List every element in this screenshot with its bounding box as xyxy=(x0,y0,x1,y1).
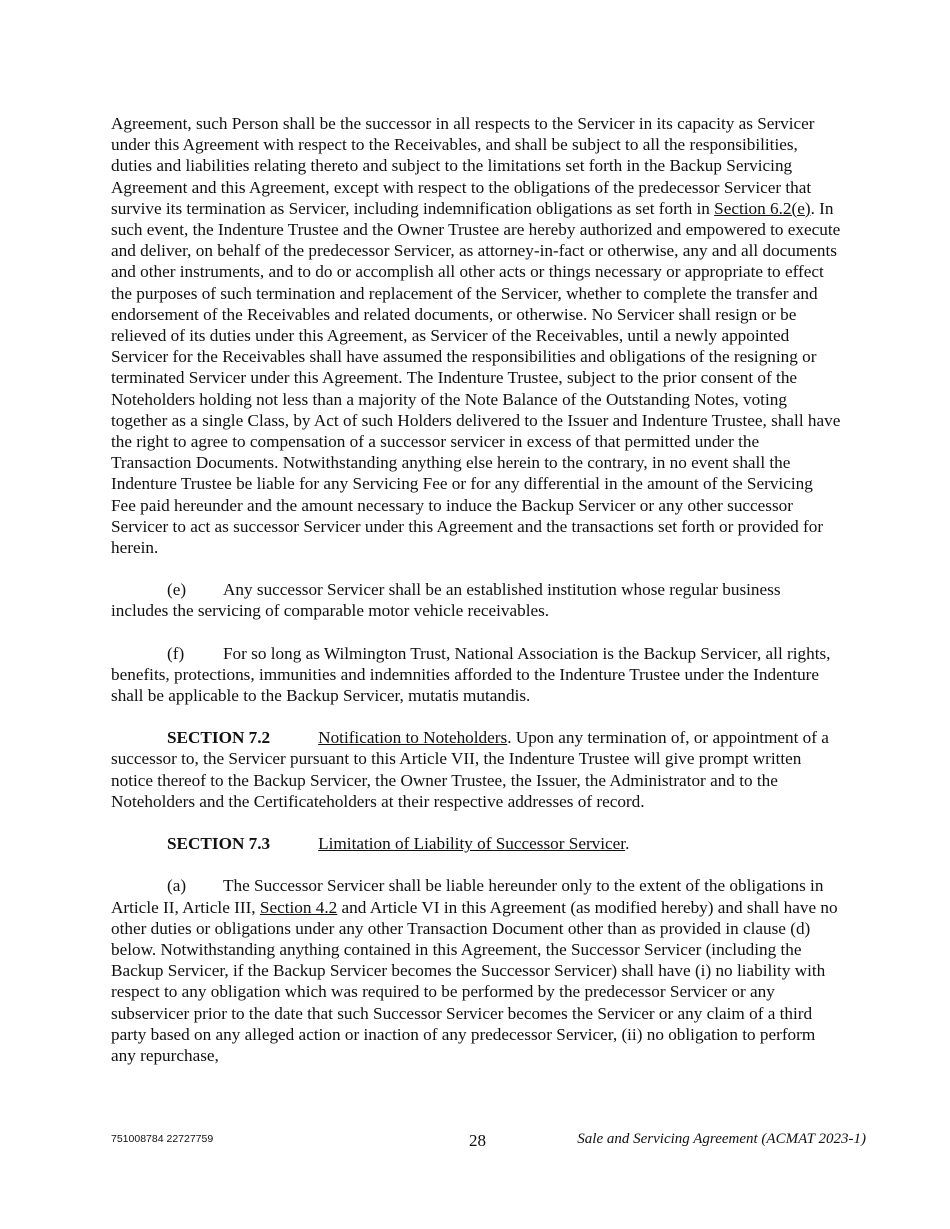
paragraph-continuation xyxy=(111,113,841,558)
footer-document-id: 751008784 22727759 xyxy=(111,1133,214,1145)
page-number: 28 xyxy=(469,1131,486,1150)
clause-a-text-1: The Successor Servicer shall be liable hereunder only to the extent of the obligations in Article II, Article III, xyxy=(111,876,824,917)
clause-f-label: (f) xyxy=(167,643,185,663)
section-6-2-e-reference: Section 6.2(e) xyxy=(714,198,811,218)
footer-document-title: Sale and Servicing Agreement (ACMAT 2023-1) xyxy=(577,1131,866,1147)
paragraph-1-rest: . In such event, the Indenture Trustee and the Owner Trustee are hereby authorized and empowered to execute and deliver, on behalf of the predecessor Servicer, as attorney-in-fact or otherwise, any and all documents and other instruments, and to do or accomplish all other acts or things necessary or appropriate to effect the purposes of such termination and replacement of the Servicer, whether to complete the transfer and endorsement of the Receivables and related documents, or otherwise. No Servicer shall resign or be relieved of its duties under this Agreement, as Servicer of the Receivables, until a newly appointed Servicer for the Receivables shall have assumed the responsibilities and obligations of the resigning or terminated Servicer under this Agreement. The Indenture Trustee, subject to the prior consent of the Noteholders holding not less than a majority of the Note Balance of the Outstanding Notes, voting together as a single Class, by Act of such Holders delivered to the Issuer and Indenture Trustee, shall have the right to agree to compensation of a successor servicer in excess of that permitted under the Transaction Documents. Notwithstanding anything else herein to the contrary, in no event shall the Indenture Trustee be liable for any Servicing Fee or for any differential in the amount of the Servicing Fee paid hereunder and the amount necessary to induce the Backup Servicer or any other successor Servicer to act as successor Servicer under this Agreement and the transactions set forth or provided for herein. xyxy=(111,198,841,558)
clause-a-text-2: and Article VI in this Agreement (as modified hereby) and shall have no other duties or obligations under any other Transaction Document other than as provided in clause (d) below. Notwithstanding anything contained in this Agreement, the Successor Servicer (including the Backup Servicer, if the Backup Servicer becomes the Successor Servicer) shall have (i) no liability with respect to any obligation which was required to be performed by the predecessor Servicer or any subservicer prior to the date that such Successor Servicer becomes the Servicer or any claim of a third party based on any alleged action or inaction of any predecessor Servicer, (ii) no obligation to perform any repurchase, xyxy=(111,897,838,1065)
section-7-3 xyxy=(111,833,841,854)
section-7-3-label: SECTION 7.3 xyxy=(167,834,271,854)
paragraph-1-text: Agreement, such Person shall be the successor in all respects to the Servicer in its capacity as Servicer under this Agreement with respect to the Receivables, and shall be subject to all the responsibilities, duties and liabilities relating thereto and subject to the limitations set forth in the Backup Servicing Agreement and this Agreement, except with respect to the obligations of the predecessor Servicer that survive its termination as Servicer, including indemnification obligations as set forth in xyxy=(111,114,815,218)
clause-f-text: For so long as Wilmington Trust, National Association is the Backup Servicer, all rights, benefits, protections, immunities and indemnities afforded to the Indenture Trustee under the Indenture shall be applicable to the Backup Servicer, mutatis mutandis. xyxy=(111,643,831,706)
section-7-2-text: . Upon any termination of, or appointment of a successor to, the Servicer pursuant to this Article VII, the Indenture Trustee will give prompt written notice thereof to the Backup Servicer, the Owner Trustee, the Issuer, the Administrator and to the Noteholders and the Certificateholders at their respective addresses of record. xyxy=(111,728,829,811)
document-body xyxy=(111,113,841,1087)
section-7-2-label: SECTION 7.2 xyxy=(167,728,271,748)
clause-e-text: Any successor Servicer shall be an established institution whose regular business includes the servicing of comparable motor vehicle receivables. xyxy=(111,580,781,621)
section-4-2-reference: Section 4.2 xyxy=(259,897,338,917)
clause-e xyxy=(111,579,841,621)
page-footer xyxy=(111,1131,866,1153)
section-7-3-period: . xyxy=(625,834,630,854)
section-7-2-title: Notification to Noteholders xyxy=(318,728,508,748)
clause-a-label: (a) xyxy=(167,876,187,896)
clause-a xyxy=(111,875,841,1066)
clause-e-label: (e) xyxy=(167,580,187,600)
section-7-3-title: Limitation of Liability of Successor Servicer xyxy=(318,834,626,854)
clause-f xyxy=(111,643,841,707)
section-7-2 xyxy=(111,727,841,812)
